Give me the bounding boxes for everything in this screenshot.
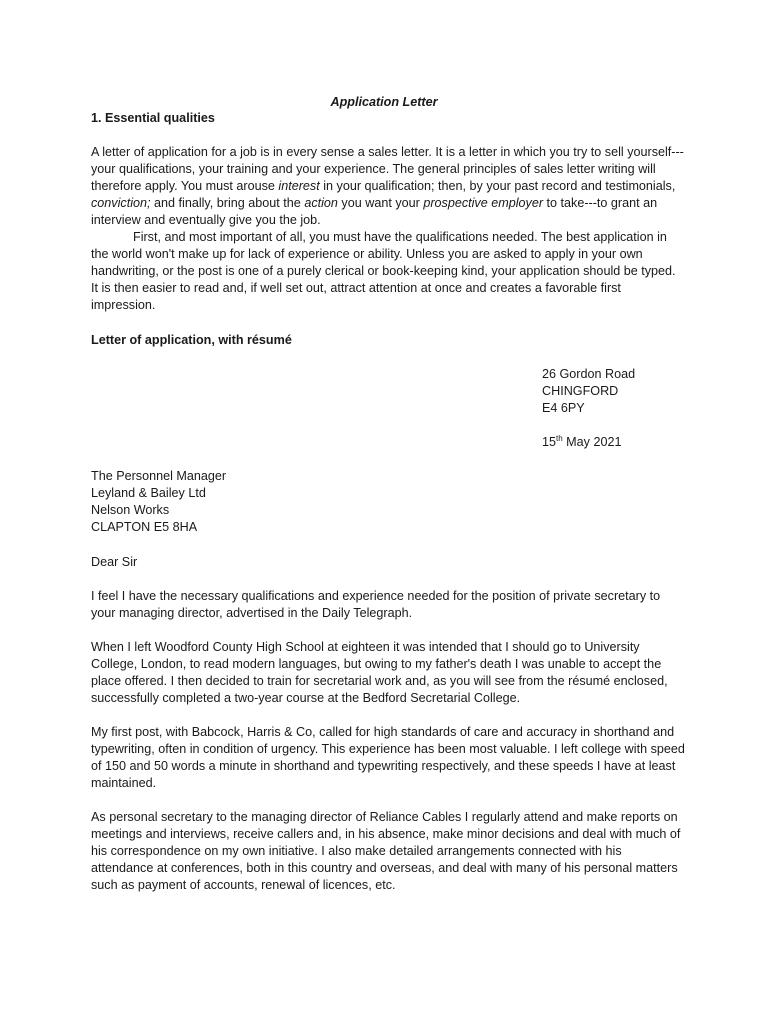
letter-paragraph: When I left Woodford County High School at eighteen it was intended that I should go to University College, London, to read modern languages, but owing to my father's death I was unable to accept the place offered. I then decided to train for secretarial work and, as you will see from the résumé enclosed, successfully completed a two-year course at the Bedford Secretarial College. xyxy=(91,640,668,705)
sender-address-line: E4 6PY xyxy=(542,401,585,415)
recipient-address-line: Leyland & Bailey Ltd xyxy=(91,486,206,500)
letter-paragraph: My first post, with Babcock, Harris & Co, called for high standards of care and accuracy in shorthand and typewriting, often in condition of urgency. This experience has been most valuable. I left college with speed of 150 and 50 words a minute in shorthand and typewriting respectively, and these speeds I have at least maintained. xyxy=(91,725,685,790)
section-heading-letter-of-application: Letter of application, with résumé xyxy=(91,333,292,347)
sender-address xyxy=(542,366,742,417)
sender-address-line: CHINGFORD xyxy=(542,384,619,398)
recipient-address-line: The Personnel Manager xyxy=(91,469,227,483)
recipient-address-line: Nelson Works xyxy=(91,503,170,517)
section-heading-essential-qualities: 1. Essential qualities xyxy=(91,111,215,125)
recipient-address xyxy=(91,468,686,536)
document-title: Application Letter xyxy=(330,95,438,109)
letter-paragraph: As personal secretary to the managing director of Reliance Cables I regularly attend and make reports on meetings and interviews, receive callers and, in his absence, make minor decisions and deal with much of his correspondence on my own initiative. I also make detailed arrangements connected with his attendance at conferences, both in this country and overseas, and deal with many of his personal matters such as payment of accounts, renewal of licences, etc. xyxy=(91,810,681,892)
qualifications-paragraph: First, and most important of all, you must have the qualifications needed. The best application in the world won't make up for lack of experience or ability. Unless you are asked to apply in your own handwriting, or the post is one of a purely clerical or book-keeping kind, your application should be typed. It is then easier to read and, if well set out, attract attention at once and creates a favorable first impression. xyxy=(91,230,676,312)
recipient-address-line: CLAPTON E5 8HA xyxy=(91,520,198,534)
salutation: Dear Sir xyxy=(91,555,138,569)
letter-date: 15th May 2021 xyxy=(542,433,622,449)
sender-address-line: 26 Gordon Road xyxy=(542,367,636,381)
letter-paragraph: I feel I have the necessary qualifications and experience needed for the position of private secretary to your managing director, advertised in the Daily Telegraph. xyxy=(91,589,661,620)
intro-paragraph: A letter of application for a job is in every sense a sales letter. It is a letter in which you try to sell yourself---your qualifications, your training and your experience. The general principles of sales letter writing will therefore apply. You must arouse interest in your qualification; then, by your past record and testimonials, conviction; and finally, bring about the action you want your prospective employer to take---to grant an interview and eventually give you the job. xyxy=(91,145,684,227)
